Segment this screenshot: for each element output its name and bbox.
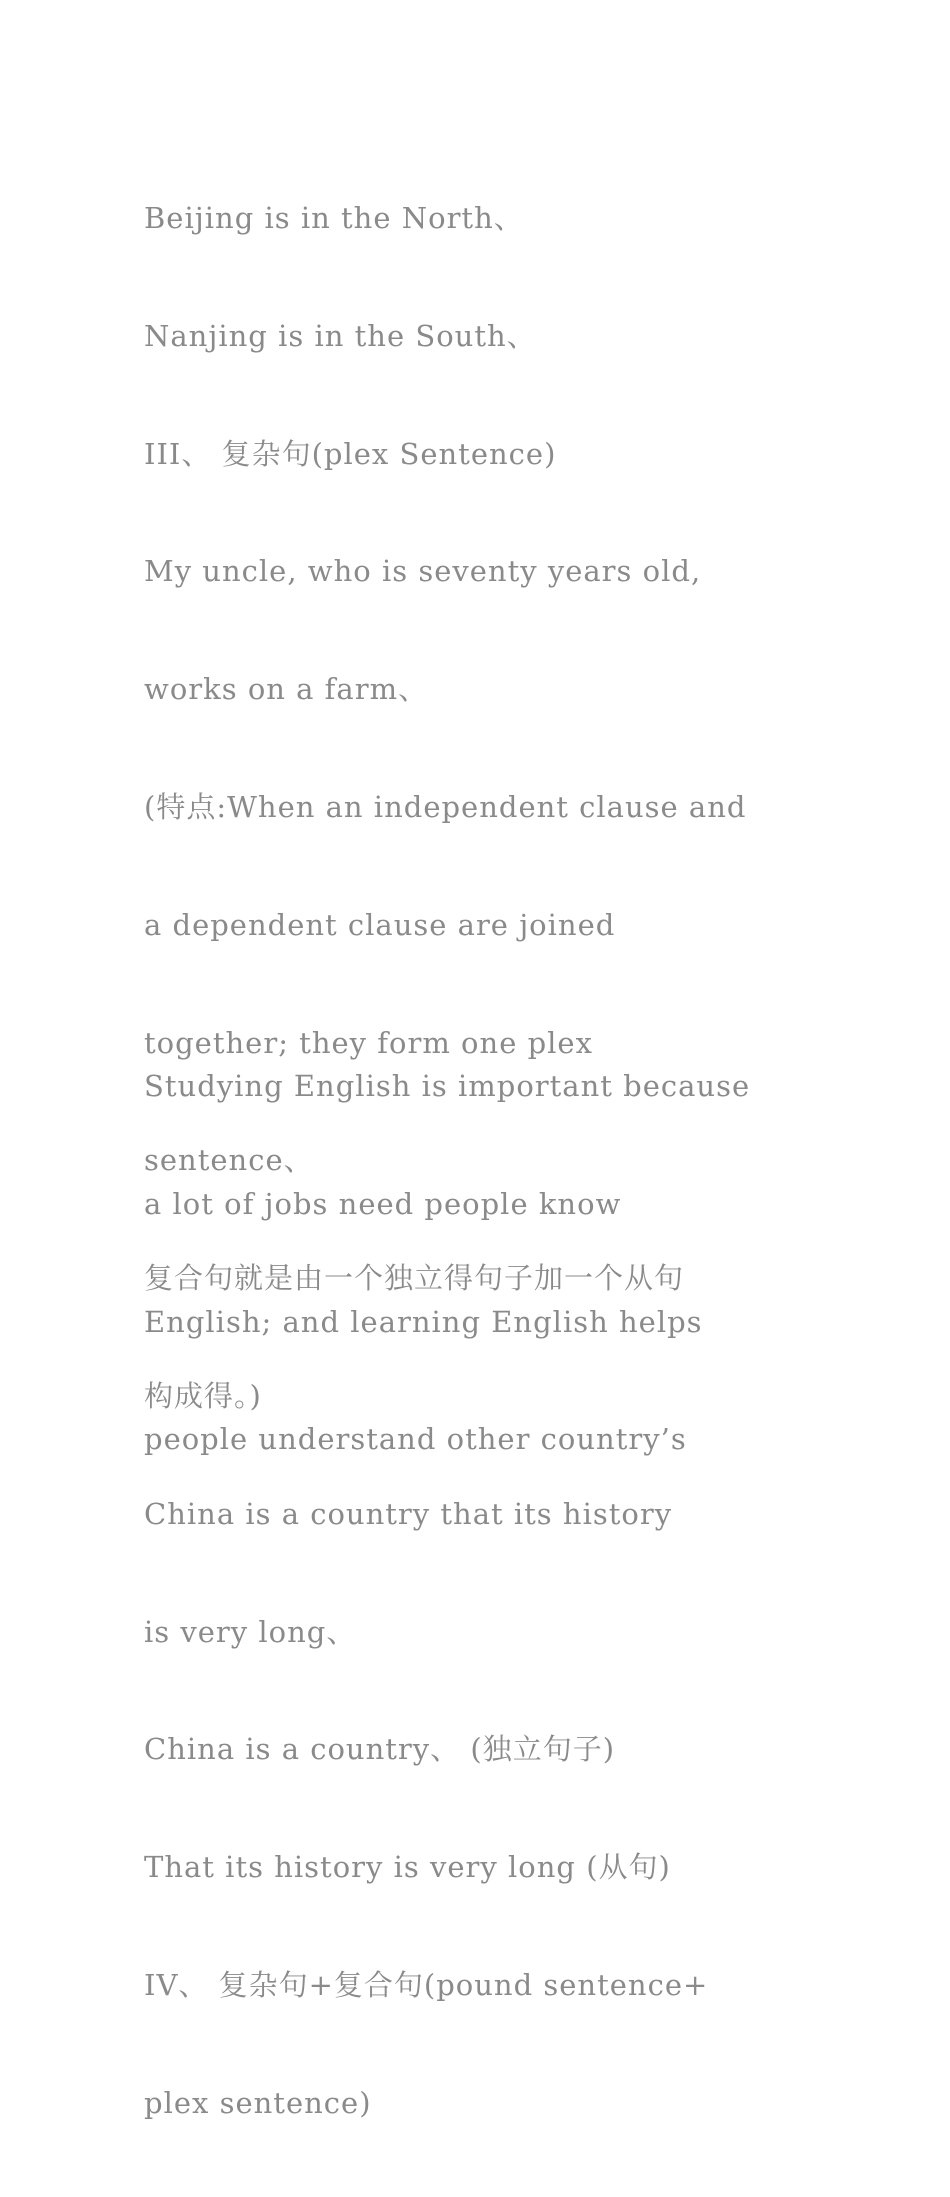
text-line: China is a country、 (独立句子) — [144, 1732, 616, 1767]
text-line: My uncle, who is seventy years old, — [144, 554, 702, 589]
text-line: 构成得。) — [144, 1378, 262, 1413]
text-line: That its history is very long (从句) — [144, 1850, 671, 1885]
text-line: works on a farm、 — [144, 672, 429, 707]
text-line: plex sentence) — [144, 2085, 372, 2120]
text-line: sentence、 — [144, 1143, 314, 1178]
text-line: Beijing is in the North、 — [144, 201, 524, 235]
text-line: is very long、 — [144, 1614, 357, 1649]
text-line: 复合句就是由一个独立得句子加一个从句 — [144, 1261, 685, 1296]
text-line: people understand other country’s — [144, 1422, 687, 1457]
text-line: a lot of jobs need people know — [144, 1186, 622, 1221]
text-line: Studying English is important because — [144, 1069, 751, 1103]
text-line: together; they form one plex — [144, 1025, 593, 1060]
section-heading-complex-sentence: III、 复杂句(plex Sentence) — [144, 436, 557, 471]
text-block-example-paragraph — [144, 994, 844, 1533]
text-line: English; and learning English helps — [144, 1304, 703, 1339]
text-line: (特点:When an independent clause and — [144, 789, 747, 824]
text-line: a dependent clause are joined — [144, 907, 616, 942]
text-line: China is a country that its history — [144, 1496, 673, 1531]
text-line: Nanjing is in the South、 — [144, 318, 537, 353]
section-heading-compound-complex: IV、 复杂句+复合句(pound sentence+ — [144, 1967, 709, 2002]
